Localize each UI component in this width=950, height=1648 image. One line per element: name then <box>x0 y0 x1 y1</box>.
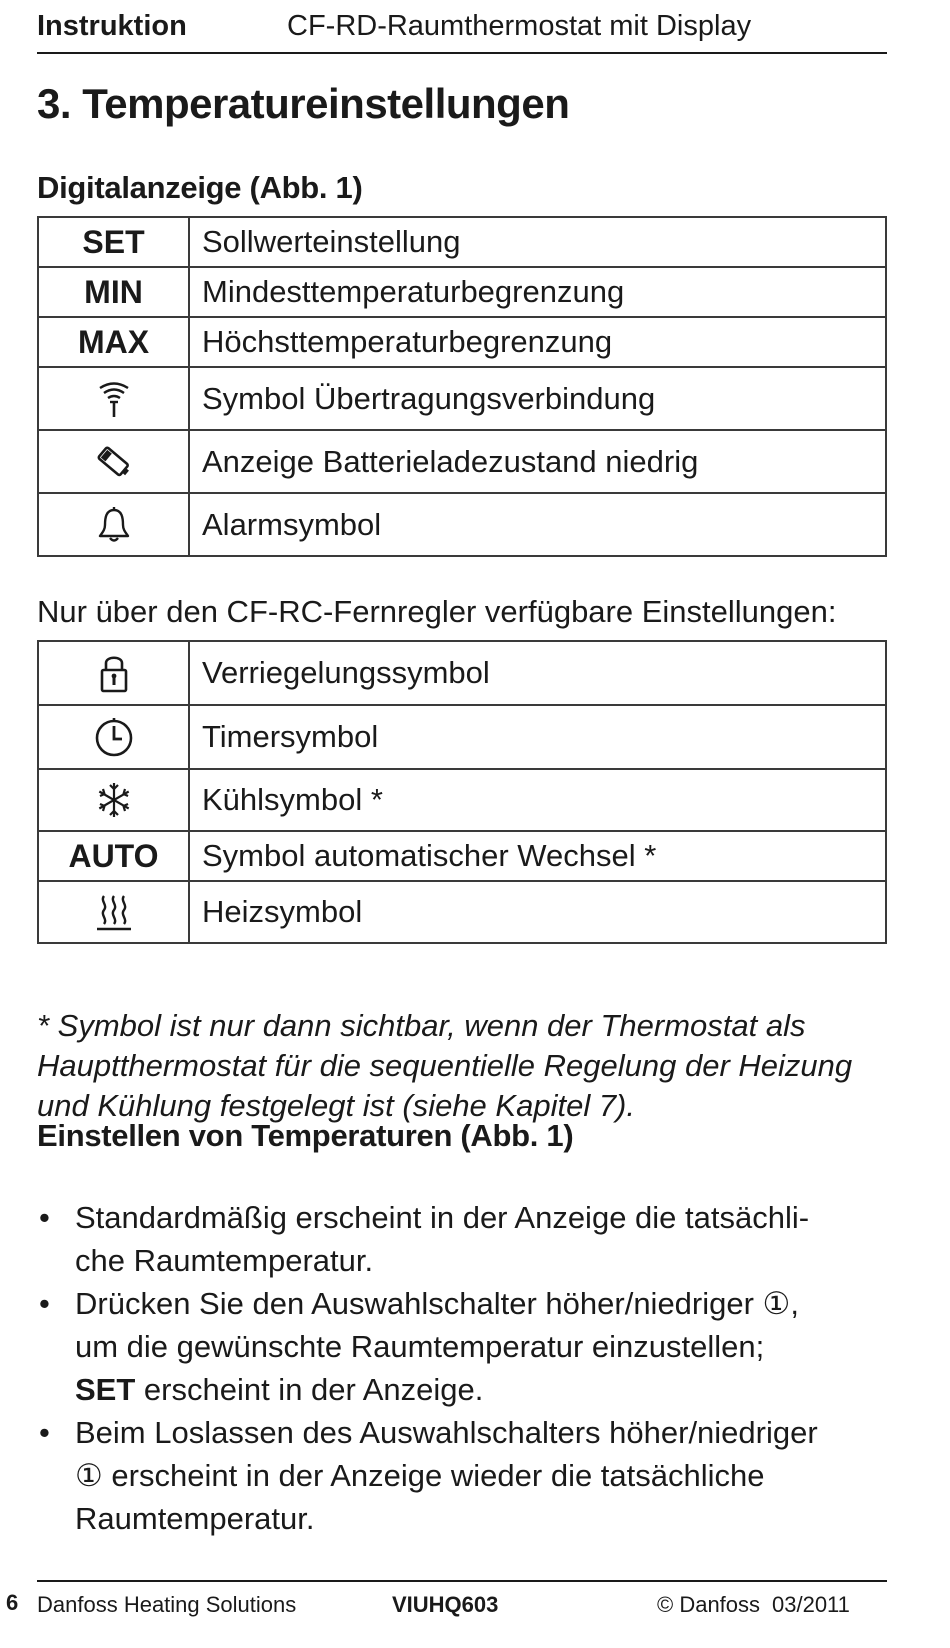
page-footer <box>37 1580 887 1622</box>
section-title: 3. Temperatureinstellungen <box>37 80 570 127</box>
table-row <box>38 831 886 881</box>
footer-date: 03/2011 <box>772 1592 850 1617</box>
footnote-line: * Symbol ist nur dann sichtbar, wenn der Thermostat als <box>37 1008 806 1043</box>
symbol-cell <box>38 769 189 831</box>
footnote-line: und Kühlung festgelegt ist (siehe Kapitel 7). <box>37 1088 635 1123</box>
symbol-auto: AUTO <box>38 831 189 881</box>
list-item <box>37 1282 887 1411</box>
set-keyword: SET <box>75 1372 136 1407</box>
symbol-cell <box>38 705 189 769</box>
digital-display-heading: Digitalanzeige (Abb. 1) <box>37 170 363 205</box>
table-row <box>38 881 886 943</box>
table-row <box>38 705 886 769</box>
table-row <box>38 317 886 367</box>
page-header <box>37 8 887 54</box>
symbol-description: Höchsttemperaturbegrenzung <box>189 317 886 367</box>
table-row <box>38 267 886 317</box>
bullet: • <box>39 1415 50 1450</box>
symbol-cell <box>38 881 189 943</box>
list-item-line: Beim Loslassen des Auswahlschalters höher/niedriger <box>75 1415 818 1450</box>
symbol-description: Symbol Übertragungsverbindung <box>189 367 886 430</box>
list-item-line: Standardmäßig erscheint in der Anzeige die tatsächli- <box>75 1200 810 1235</box>
bullet: • <box>39 1286 50 1321</box>
signal-icon <box>94 379 134 419</box>
list-item-line: Raumtemperatur. <box>75 1501 315 1536</box>
header-title: CF-RD-Raumthermostat mit Display <box>287 10 752 42</box>
list-item <box>37 1411 887 1540</box>
header-label: Instruktion <box>37 10 187 42</box>
footnote <box>37 1006 887 1126</box>
symbol-description: Heizsymbol <box>189 881 886 943</box>
symbol-description: Timersymbol <box>189 705 886 769</box>
table-row <box>38 217 886 267</box>
heat-icon <box>93 892 135 932</box>
lock-icon <box>94 652 134 694</box>
table-row <box>38 769 886 831</box>
list-item-line: che Raumtemperatur. <box>75 1243 374 1278</box>
snowflake-icon <box>94 780 134 820</box>
list-item-text: erscheint in der Anzeige. <box>135 1372 484 1407</box>
bell-icon <box>94 505 134 545</box>
footer-code: VIUHQ603 <box>392 1592 499 1617</box>
symbol-max: MAX <box>38 317 189 367</box>
table-row <box>38 367 886 430</box>
bullet: • <box>39 1200 50 1235</box>
symbol-description: Symbol automatischer Wechsel * <box>189 831 886 881</box>
list-item-line: Drücken Sie den Auswahlschalter höher/niedriger ①, <box>75 1286 799 1321</box>
symbol-cell <box>38 367 189 430</box>
symbol-set: SET <box>38 217 189 267</box>
battery-icon <box>93 442 135 482</box>
footer-copyright: © Danfoss <box>657 1592 761 1617</box>
page-number: 6 <box>6 1590 19 1615</box>
footer-company: Danfoss Heating Solutions <box>37 1592 297 1617</box>
symbol-description: Alarmsymbol <box>189 493 886 556</box>
symbol-min: MIN <box>38 267 189 317</box>
remote-symbol-table <box>37 640 887 944</box>
list-item-line: ① erscheint in der Anzeige wieder die tatsächliche <box>75 1458 765 1493</box>
list-item-line: um die gewünschte Raumtemperatur einzustellen; <box>75 1329 765 1364</box>
remote-intro: Nur über den CF-RC-Fernregler verfügbare Einstellungen: <box>37 594 837 629</box>
symbol-description: Anzeige Batterieladezustand niedrig <box>189 430 886 493</box>
digital-symbol-table <box>37 216 887 557</box>
list-item <box>37 1196 887 1282</box>
table-row <box>38 641 886 705</box>
symbol-description: Mindesttemperaturbegrenzung <box>189 267 886 317</box>
settings-heading: Einstellen von Temperaturen (Abb. 1) <box>37 1118 574 1153</box>
table-row <box>38 493 886 556</box>
settings-bullet-list <box>37 1196 887 1540</box>
symbol-description: Kühlsymbol * <box>189 769 886 831</box>
symbol-cell <box>38 493 189 556</box>
symbol-description: Verriegelungssymbol <box>189 641 886 705</box>
footnote-line: Hauptthermostat für die sequentielle Regelung der Heizung <box>37 1048 853 1083</box>
symbol-description: Sollwerteinstellung <box>189 217 886 267</box>
table-row <box>38 430 886 493</box>
symbol-cell <box>38 430 189 493</box>
timer-icon <box>93 716 135 758</box>
symbol-cell <box>38 641 189 705</box>
list-item-line <box>75 1368 887 1411</box>
